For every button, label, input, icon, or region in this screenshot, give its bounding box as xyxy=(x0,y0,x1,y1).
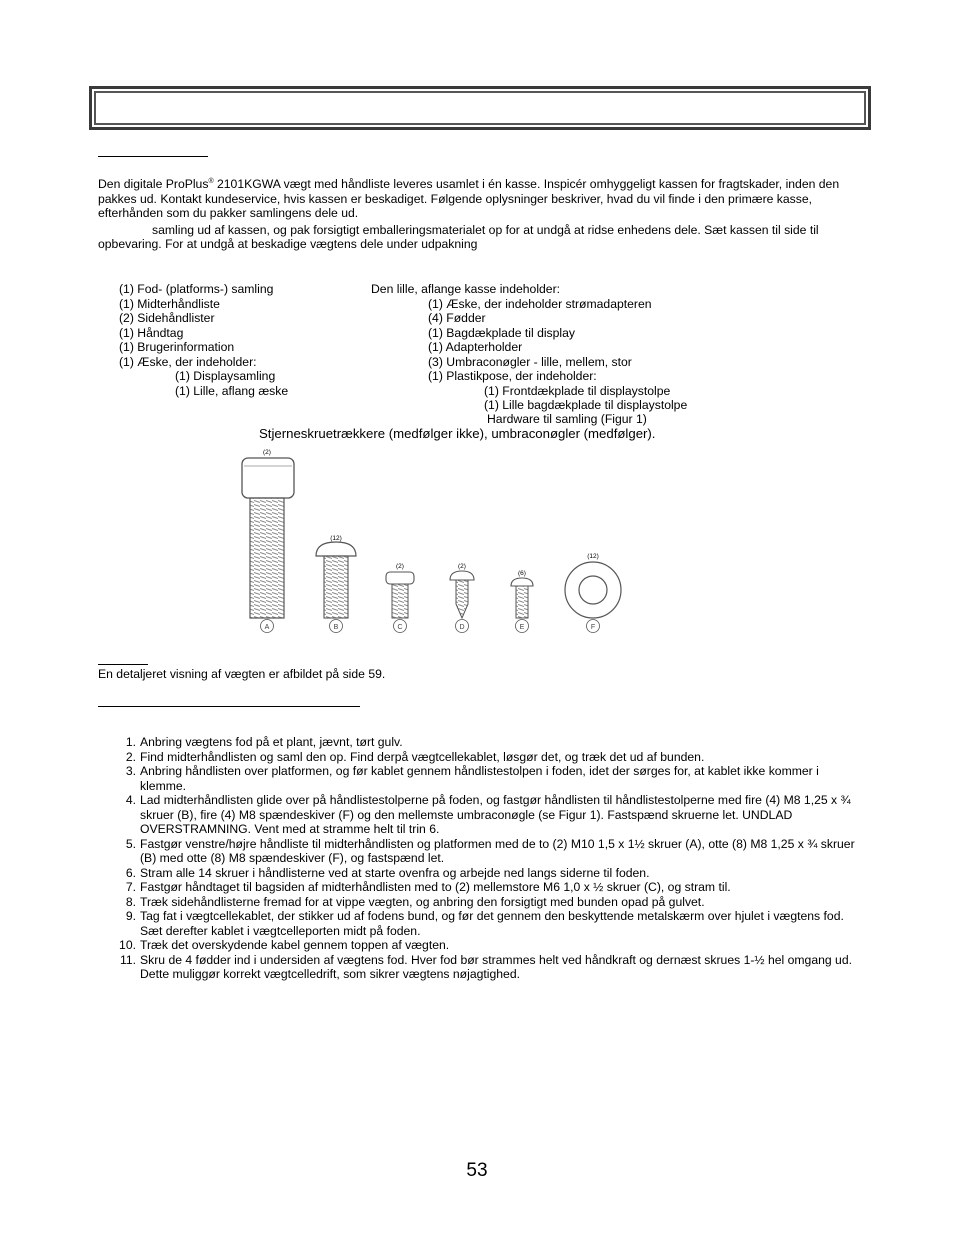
intro-paragraph-2 xyxy=(152,223,868,238)
step-text: Stram alle 14 skruer i håndlisterne ved at starte ovenfra og arbejde ned langs siderne til foden. xyxy=(140,865,650,880)
step-text: Fastgør håndtaget til bagsiden af midterhåndlisten med to (2) mellemstore M6 1,0 x ½ skruer (C), og stram til. xyxy=(140,880,731,894)
step-text: Træk det overskydende kabel gennem toppen af vægten. xyxy=(140,938,450,952)
list-item: (1) Fod- (platforms-) samling xyxy=(119,282,274,296)
steps-list xyxy=(118,735,866,982)
label-e: E xyxy=(519,624,525,631)
step-text: Skru de 4 fødder ind i undersiden af vægtens fod. Hver fod bør strammes helt ved håndkraft og dernæst skrues 1-½ hel omgang ud. Dette muliggør korrekt vægtcelledrift, som sikrer vægtens nøjagtighed. xyxy=(140,952,852,981)
step-number: 11. xyxy=(119,952,136,967)
label-d: D xyxy=(459,624,465,631)
step-text: Træk sidehåndlisterne fremad for at vippe vægten, og anbring den forsigtigt med bunden opad på gulvet. xyxy=(140,894,705,909)
step-number: 5. xyxy=(125,836,136,851)
screw-c-icon xyxy=(386,563,414,633)
intro-p2-line2: opbevaring. For at undgå at beskadige vægtens dele under udpakning xyxy=(98,237,478,251)
step-item xyxy=(118,750,866,765)
intro-paragraph xyxy=(98,177,868,221)
figure-caption: Hardware til samling (Figur 1) xyxy=(487,412,647,426)
list-item: (4) Fødder xyxy=(428,311,486,325)
intro-text-a: Den digitale ProPlus xyxy=(98,177,209,191)
registered-mark: ® xyxy=(208,177,214,185)
step-number: 2. xyxy=(125,749,136,764)
list-item: (1) Æske, der indeholder strømadapteren xyxy=(428,296,652,311)
section-rule-unpacking xyxy=(98,156,208,157)
step-item xyxy=(118,735,866,750)
step-item xyxy=(118,837,866,866)
qty-b: (12) xyxy=(330,535,342,542)
list-subitem: (1) Lille, aflang æske xyxy=(175,383,289,398)
step-number: 7. xyxy=(125,880,136,894)
step-item xyxy=(118,866,866,881)
list-subitem: (1) Frontdækplade til displaystolpe xyxy=(484,383,671,398)
list-item: (1) Plastikpose, der indeholder: xyxy=(428,369,597,383)
label-c: C xyxy=(397,624,403,631)
intro-text-b: 2101KGWA vægt med håndliste leveres usamlet i én kasse. Inspicér omhyggeligt kassen for fragtskader, inden den pakkes ud. Kontakt kundeservice, hvis kassen er beskadiget. Følgende oplysninger beskriver, hvad du vil finde i den primære kasse, efterhånden som du pakker samlingens dele ud. xyxy=(98,177,840,220)
list-item: (1) Adapterholder xyxy=(428,340,523,354)
step-number: 9. xyxy=(125,909,136,923)
screw-d-icon xyxy=(450,563,474,633)
screw-e-icon xyxy=(511,570,533,633)
step-number: 3. xyxy=(125,764,136,778)
step-text: Tag fat i vægtcellekablet, der stikker ud af fodens bund, og før det gennem den beskyttende metalskærm over hjulet i vægtens fod. Sæt derefter kablet i vægtcelleporten midt på foden. xyxy=(140,909,844,938)
qty-a: (2) xyxy=(263,449,271,456)
assembly-steps xyxy=(118,735,866,982)
qty-e: (6) xyxy=(518,570,526,577)
list-item: (1) Håndtag xyxy=(119,325,184,340)
label-b: B xyxy=(333,624,339,631)
list-item: (1) Brugerinformation xyxy=(119,340,235,354)
step-number: 1. xyxy=(125,735,136,749)
step-item xyxy=(118,953,866,982)
page-number: 53 xyxy=(466,1160,488,1181)
step-item xyxy=(118,895,866,910)
step-item xyxy=(118,938,866,953)
step-number: 6. xyxy=(125,865,136,880)
qty-c: (2) xyxy=(396,563,404,570)
step-item xyxy=(118,764,866,793)
list-item: (1) Bagdækplade til display xyxy=(428,325,576,340)
step-item xyxy=(118,793,866,837)
step-text: Anbring håndlisten over platformen, og før kablet gennem håndlistestolpen i foden, idet der sørges for, at kablet ikke kommer i klemme. xyxy=(140,764,819,793)
contents-left-list xyxy=(119,282,379,398)
section-rule-note xyxy=(98,664,148,665)
list-subitem: (1) Lille bagdækplade til displaystolpe xyxy=(484,398,688,412)
washer-f-icon xyxy=(565,553,621,633)
section-rule-assembly xyxy=(98,706,360,707)
label-f: F xyxy=(590,624,596,631)
contents-right-list xyxy=(428,297,848,413)
intro-p2-line1: samling ud af kassen, og pak forsigtigt emballeringsmaterialet op for at undgå at ridse enhedens dele. Sæt kassen til side til xyxy=(152,223,819,237)
list-item: (2) Sidehåndlister xyxy=(119,311,215,325)
step-number: 10. xyxy=(119,938,136,952)
contents-right-heading: Den lille, aflange kasse indeholder: xyxy=(371,282,561,296)
list-item: (1) Midterhåndliste xyxy=(119,296,220,311)
qty-d: (2) xyxy=(458,563,466,570)
screw-b-icon xyxy=(316,535,356,633)
step-number: 8. xyxy=(125,894,136,909)
list-subitem: (1) Displaysamling xyxy=(175,369,276,383)
label-a: A xyxy=(264,624,270,631)
hardware-figure xyxy=(230,444,630,636)
screw-a-icon xyxy=(242,449,294,633)
title-box xyxy=(89,86,871,130)
step-item xyxy=(118,880,866,895)
intro-paragraph-2b xyxy=(98,237,868,252)
list-item: (1) Æske, der indeholder: xyxy=(119,354,257,369)
step-text: Find midterhåndlisten og saml den op. Find derpå vægtcellekablet, løsgør det, og træk det ud af bunden. xyxy=(140,749,705,764)
step-text: Lad midterhåndlisten glide over på håndlistestolperne på foden, og fastgør håndlisten til håndlistestolperne med fire (4) M8 1,25 x ¾ skruer (B), fire (4) M8 spændeskiver (F) og den mellemste umbraconøgle (se Figur 1). Fastspænd skruerne let. UNDLAD OVERSTRAMNING. Vent med at stramme helt til trin 6. xyxy=(140,793,851,836)
list-item: (3) Umbraconøgler - lille, mellem, stor xyxy=(428,354,632,369)
step-number: 4. xyxy=(125,793,136,807)
step-item xyxy=(118,909,866,938)
step-text: Fastgør venstre/højre håndliste til midterhåndlisten og platformen med de to (2) M10 1,5 x 1½ skruer (A), otte (8) M8 1,25 x ¾ skruer (B) med otte (8) M8 spændeskiver (F), og fastspænd let. xyxy=(140,836,855,865)
qty-f: (12) xyxy=(587,553,599,560)
tools-note: Stjerneskruetrækkere (medfølger ikke), umbraconøgler (medfølger). xyxy=(259,426,656,441)
detail-note: En detaljeret visning af vægten er afbildet på side 59. xyxy=(98,667,386,681)
step-text: Anbring vægtens fod på et plant, jævnt, tørt gulv. xyxy=(140,735,403,749)
